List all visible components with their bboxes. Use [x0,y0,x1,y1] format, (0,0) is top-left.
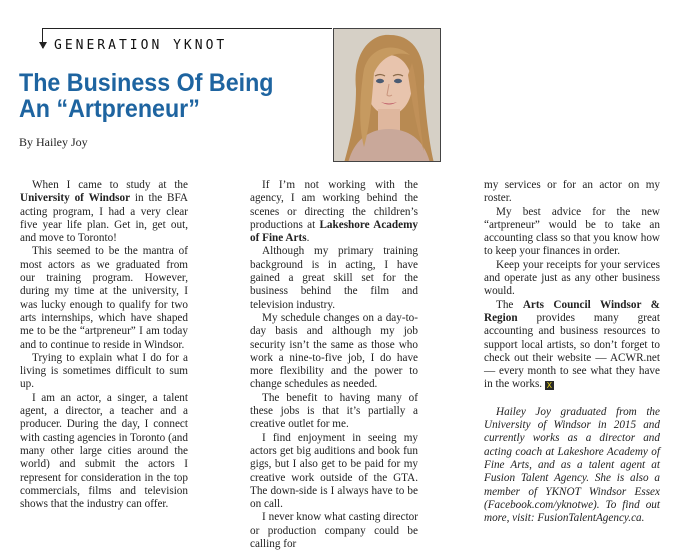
author-photo [333,28,441,162]
paragraph: My best advice for the new “artpreneur” would be to take an accounting class so that you know how to keep your finances in order. [484,205,660,258]
text: The [496,298,523,311]
header-rule [42,28,332,29]
text: When I came to study at the [32,179,188,191]
headline: The Business Of Being An “Artpreneur” [19,69,274,123]
text: . [306,232,310,245]
paragraph: The benefit to having many of these jobs is that it’s partially a creative outlet for me. [250,391,418,431]
paragraph: This seemed to be the mantra of most actors as we graduated from our training program. However, during my time at the university, I was lucky enough to qualify for two arts internships, which have shaped me to be the “artpreneur” I am today and to continue to reside in Windsor. [20,245,188,351]
end-mark-icon: X [546,381,553,391]
paragraph [20,179,188,245]
text: If I’m not working with the agency, I am working behind the scenes or directing the children’s productions at [250,179,418,231]
article-column-3 [484,179,660,525]
university-name: University of Windsor [20,192,131,205]
paragraph: I am an actor, a singer, a talent agent, a director, a teacher and a producer. During the day, I connect with casting agencies in Toronto (and many other large cities around the world) and submit the actors I represent for consideration in the top commercials, films and television shows that the industry can offer. [20,391,188,511]
paragraph [484,299,660,392]
down-arrow-icon [39,42,47,49]
arts-council-name: Arts Council Windsor & Region [484,298,660,324]
section-label: GENERATION YKNOT [54,38,228,53]
paragraph: Keep your receipts for your services and operate just as any other business would. [484,258,660,298]
text: in the BFA acting program, I had a very clear five year life plan. Get in, get out, and move to Toronto! [20,192,188,245]
paragraph [250,179,418,245]
paragraph: my services or for an actor on my roster. [484,179,660,205]
paragraph: My schedule changes on a day-to-day basis and although my job security isn’t the same as those who work a nine-to-five job, I do have more flexibility and the power to change schedules as needed. [250,311,418,391]
paragraph: Trying to explain what I do for a living is sometimes difficult to sum up. [20,351,188,391]
byline: By Hailey Joy [19,135,88,149]
paragraph: I find enjoyment in seeing my actors get big auditions and book fun gigs, but I also get to be paid for my creative work outside of the GTA. The down-side is I always have to be on call. [250,431,418,511]
author-bio: Hailey Joy graduated from the University of Windsor in 2015 and currently works as a director and acting coach at Lakeshore Academy of Fine Arts, and as a talent agent at Fusion Talent Agency. She is also a member of YKNOT Windsor Essex (Facebook.com/yknotwe). To find out more, visit: FusionTalentAgency.ca. [484,405,660,525]
academy-name: Lakeshore Academy of Fine Arts [250,218,418,245]
paragraph: Although my primary training background is in acting, I have gained a great skill set for the business behind the film and television industry. [250,245,418,311]
paragraph: I never know what casting director or production company could be calling for [250,511,418,551]
text: provides many great accounting and business resources to support local artists, so don’t forget to check out their website — ACWR.net — every month to see what they have in the works. [484,311,660,391]
article-column-2 [250,179,418,551]
portrait-photo-icon [334,29,441,162]
article-column-1 [20,179,188,511]
